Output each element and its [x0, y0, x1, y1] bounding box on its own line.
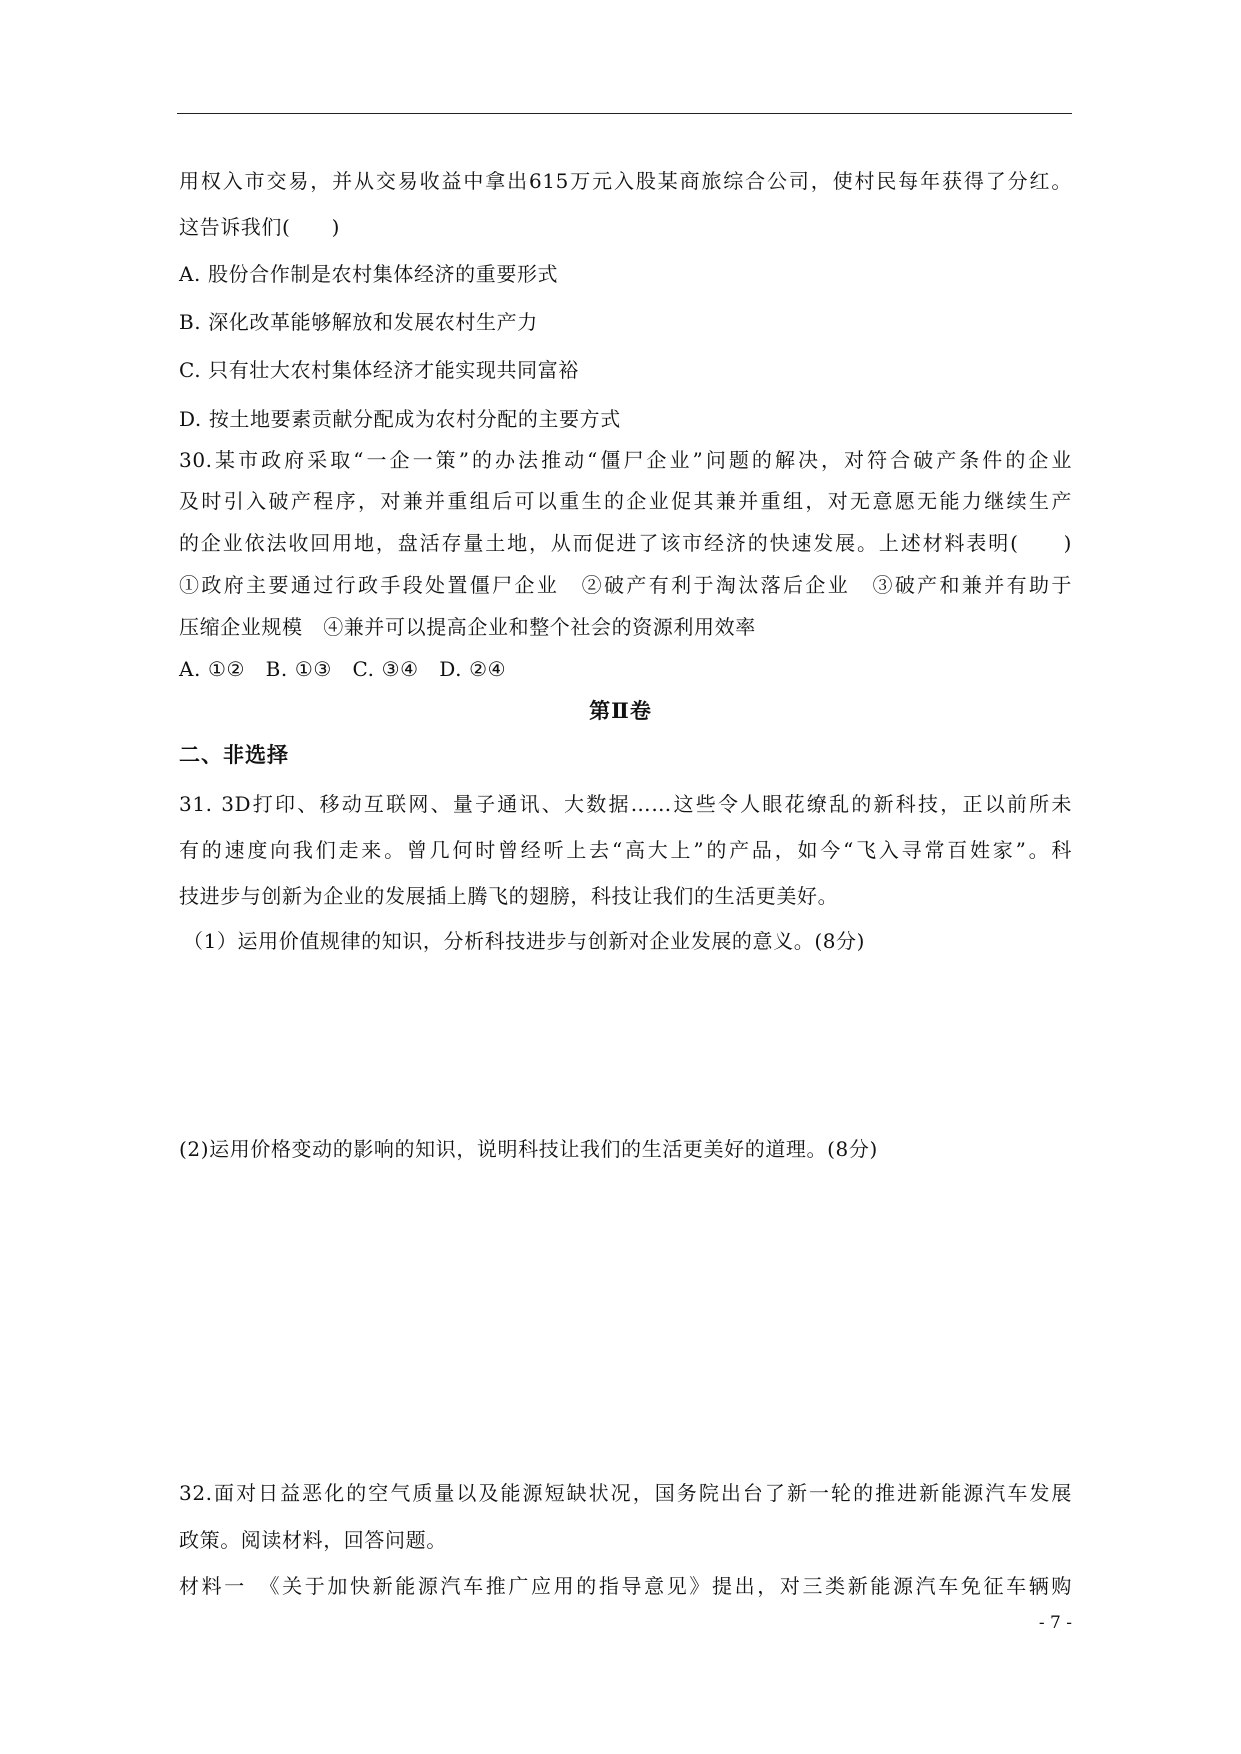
- q29-option-b: B. 深化改革能够解放和发展农村生产力: [179, 310, 538, 334]
- q31-sub-question-1: （1）运用价值规律的知识，分析科技进步与创新对企业发展的意义。(8分): [183, 929, 866, 953]
- q30-text-line-2: 及时引入破产程序，对兼并重组后可以重生的企业促其兼并重组，对无意愿无能力继续生产: [179, 489, 1072, 513]
- page-number: - 7 -: [1038, 1613, 1072, 1633]
- section-heading: 二、非选择: [179, 742, 289, 767]
- q29-text-line-2: 这告诉我们( ): [179, 215, 341, 239]
- q31-text-line-3: 技进步与创新为企业的发展插上腾飞的翅膀，科技让我们的生活更美好。: [179, 884, 839, 908]
- q29-option-c: C. 只有壮大农村集体经济才能实现共同富裕: [179, 358, 579, 382]
- q30-text-line-5: 压缩企业规模 ④兼并可以提高企业和整个社会的资源利用效率: [179, 615, 756, 639]
- q30-text-line-1: 30.某市政府采取“一企一策”的办法推动“僵尸企业”问题的解决，对符合破产条件的企业: [179, 448, 1072, 472]
- volume-title: 第Ⅱ卷: [589, 698, 652, 723]
- q31-text-line-2: 有的速度向我们走来。曾几何时曾经听上去“高大上”的产品，如今“飞入寻常百姓家”。科: [179, 838, 1072, 862]
- q32-text-line-1: 32.面对日益恶化的空气质量以及能源短缺状况，国务院出台了新一轮的推进新能源汽车发展: [179, 1481, 1072, 1505]
- q30-text-line-3: 的企业依法收回用地，盘活存量土地，从而促进了该市经济的快速发展。上述材料表明( ): [179, 531, 1072, 555]
- q30-options: A. ①② B. ①③ C. ③④ D. ②④: [179, 657, 507, 681]
- q29-text-line-1: 用权入市交易，并从交易收益中拿出615万元入股某商旅综合公司，使村民每年获得了分红。: [179, 169, 1072, 193]
- q30-text-line-4: ①政府主要通过行政手段处置僵尸企业 ②破产有利于淘汰落后企业 ③破产和兼并有助于: [179, 573, 1072, 597]
- header-rule: [177, 113, 1072, 114]
- q29-option-d: D. 按土地要素贡献分配成为农村分配的主要方式: [179, 407, 621, 431]
- q32-text-line-3: 材料一 《关于加快新能源汽车推广应用的指导意见》提出，对三类新能源汽车免征车辆购: [179, 1574, 1072, 1598]
- q31-sub-question-2: (2)运用价格变动的影响的知识，说明科技让我们的生活更美好的道理。(8分): [179, 1137, 878, 1161]
- q32-text-line-2: 政策。阅读材料，回答问题。: [179, 1528, 447, 1552]
- q29-option-a: A. 股份合作制是农村集体经济的重要形式: [179, 262, 559, 286]
- q31-text-line-1: 31. 3D打印、移动互联网、量子通讯、大数据……这些令人眼花缭乱的新科技，正以前所未: [179, 792, 1072, 816]
